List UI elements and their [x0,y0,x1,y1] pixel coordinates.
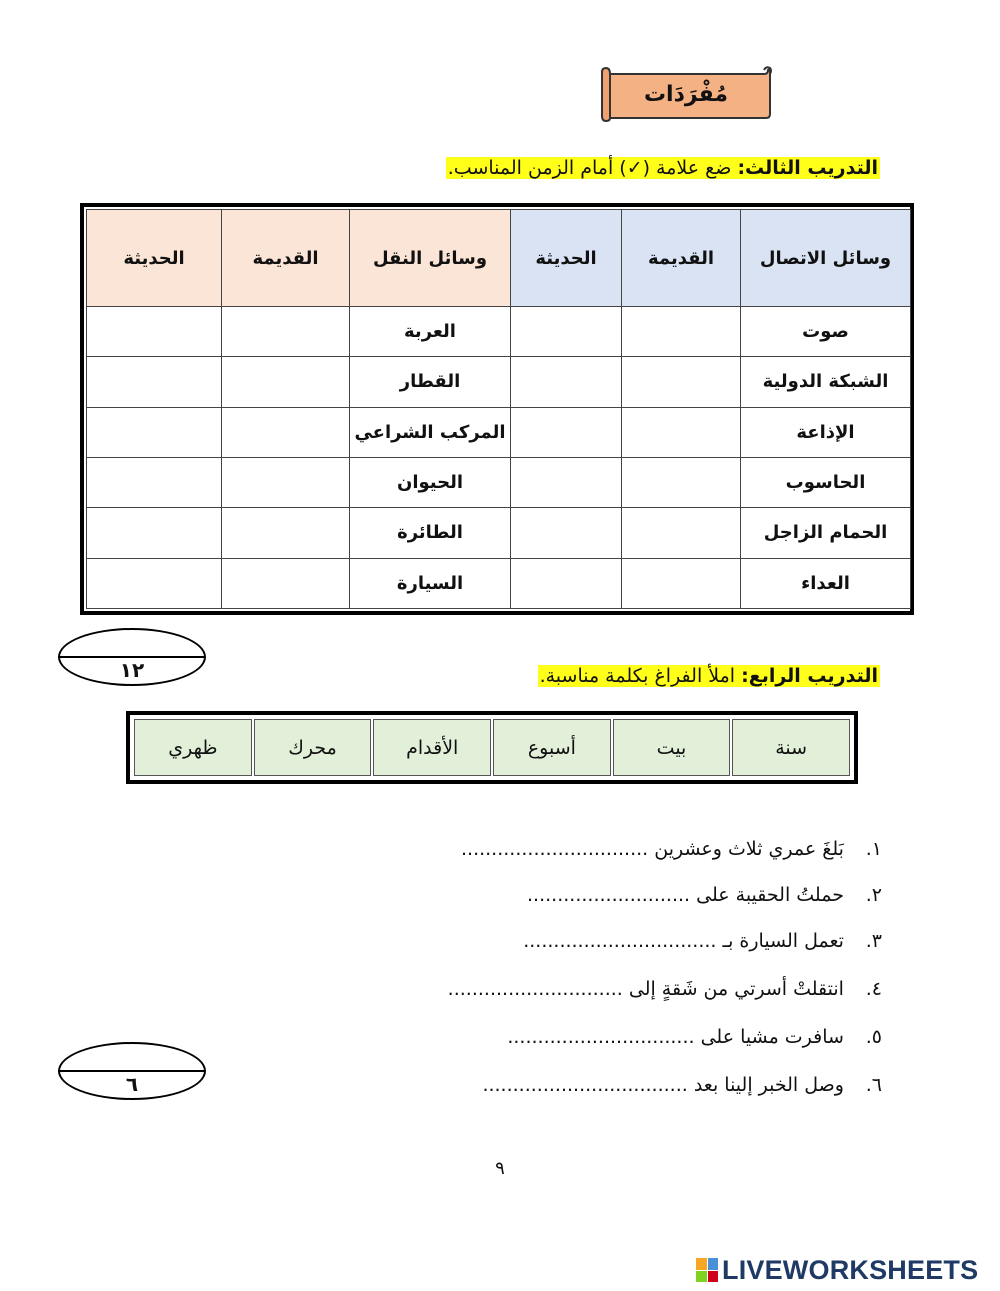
logo-text: LIVEWORKSHEETS [722,1254,979,1285]
check-cell[interactable] [87,508,222,558]
word-bank [132,717,852,778]
header-new-comm: الحديثة [511,210,622,307]
comm-item: صوت [741,307,911,357]
word-bank-item[interactable]: محرك [254,719,372,776]
word-bank-frame [126,711,858,784]
transport-item: القطار [350,357,511,407]
header-old-comm: القديمة [622,210,741,307]
word-bank-item[interactable]: سنة [732,719,850,776]
check-cell[interactable] [622,508,741,558]
score-exercise4: ٦ [125,1072,139,1096]
comm-item: الحاسوب [741,457,911,507]
table-header-row [87,210,911,307]
sentence-2 [527,884,882,906]
word-bank-item[interactable]: أسبوع [493,719,611,776]
exercise4-title-rest: املأ الفراغ بكلمة مناسبة. [539,665,742,687]
check-cell[interactable] [87,407,222,457]
check-cell[interactable] [511,558,622,608]
sentence-number: ٢. [865,884,882,906]
sentence-text[interactable]: وصل الخبر إلينا بعد .................................. [482,1074,844,1096]
sentence-5 [507,1026,882,1048]
check-cell[interactable] [511,457,622,507]
sentence-3 [523,930,882,952]
table-row [87,558,911,608]
exercise4-title-bold: التدريب الرابع: [741,665,878,687]
transport-item: العربة [350,307,511,357]
check-cell[interactable] [511,508,622,558]
comm-item: الحمام الزاجل [741,508,911,558]
check-cell[interactable] [87,307,222,357]
exercise3-heading [446,157,880,179]
exercise3-title-bold: التدريب الثالث: [737,157,878,179]
liveworksheets-logo[interactable] [696,1255,978,1285]
sentence-number: ٣. [865,930,882,952]
comm-item: الشبكة الدولية [741,357,911,407]
check-cell[interactable] [511,407,622,457]
check-cell[interactable] [511,307,622,357]
sentence-number: ٤. [865,978,882,1000]
sentence-number: ١. [865,838,882,860]
check-cell[interactable] [87,457,222,507]
header-transport: وسائل النقل [350,210,511,307]
header-old-transport: القديمة [222,210,350,307]
transport-item: الطائرة [350,508,511,558]
transport-item: المركب الشراعي [350,407,511,457]
page-number: ٩ [495,1158,505,1179]
check-cell[interactable] [622,357,741,407]
comm-item: العداء [741,558,911,608]
comm-item: الإذاعة [741,407,911,457]
table-row [87,307,911,357]
check-cell[interactable] [622,407,741,457]
sentence-text[interactable]: انتقلتْ أسرتي من شَقةٍ إلى ............................. [447,978,844,1000]
banner-title: مُفْرَدَات [643,81,729,107]
sentence-6 [482,1074,882,1096]
sentence-text[interactable]: سافرت مشيا على ............................... [507,1026,844,1048]
exercise4-heading [538,665,880,687]
check-cell[interactable] [87,357,222,407]
sentence-text[interactable]: حملتُ الحقيبة على ........................... [527,884,844,906]
exercise3-title-rest: ضع علامة (✓) أمام الزمن المناسب. [447,157,738,179]
exercise3-table-frame [80,203,914,615]
check-cell[interactable] [622,307,741,357]
check-cell[interactable] [622,558,741,608]
table-row [87,508,911,558]
table-row [87,407,911,457]
sentence-number: ٦. [865,1074,882,1096]
check-cell[interactable] [511,357,622,407]
sentence-4 [448,978,882,1000]
check-cell[interactable] [87,558,222,608]
word-bank-item[interactable]: الأقدام [373,719,491,776]
header-new-transport: الحديثة [87,210,222,307]
exercise3-table [86,209,911,609]
check-cell[interactable] [222,307,350,357]
sentence-text[interactable]: بَلغَ عمري ثلاث وعشرين ............................... [460,838,844,860]
sentence-text[interactable]: تعمل السيارة بـ ................................ [523,930,844,952]
table-row [87,457,911,507]
table-row [87,357,911,407]
check-cell[interactable] [622,457,741,507]
liveworksheets-logo-icon [696,1258,718,1282]
word-bank-item[interactable]: بيت [613,719,731,776]
transport-item: الحيوان [350,457,511,507]
sentence-1 [461,838,882,860]
score-exercise3: ١٢ [119,658,145,682]
check-cell[interactable] [222,508,350,558]
header-communication: وسائل الاتصال [741,210,911,307]
transport-item: السيارة [350,558,511,608]
check-cell[interactable] [222,558,350,608]
check-cell[interactable] [222,357,350,407]
word-bank-item[interactable]: ظهري [134,719,252,776]
check-cell[interactable] [222,407,350,457]
sentence-number: ٥. [865,1026,882,1048]
check-cell[interactable] [222,457,350,507]
